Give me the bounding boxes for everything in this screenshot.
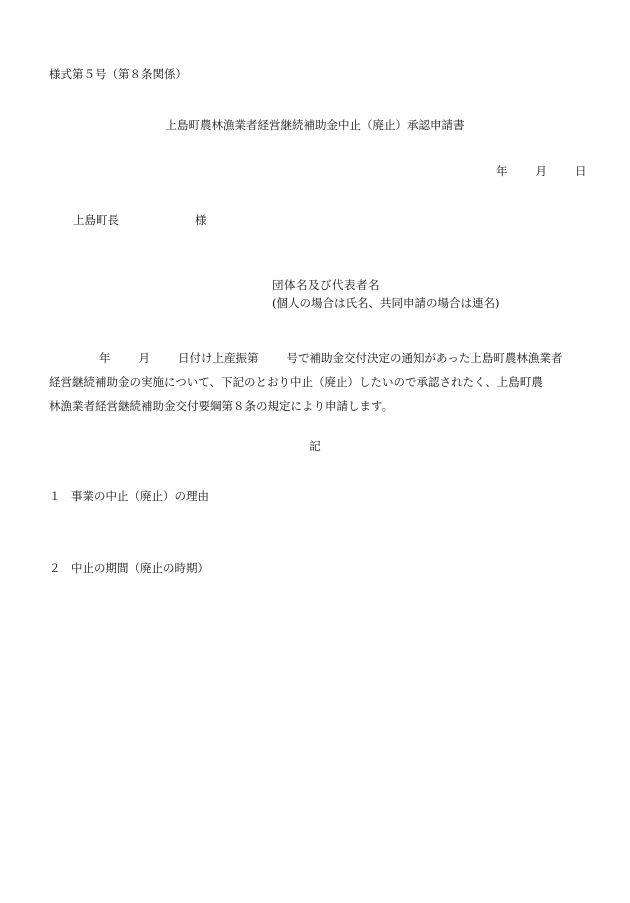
body-line-1: [49, 346, 589, 370]
item-number: １: [49, 489, 61, 503]
body-paragraph: [49, 346, 589, 418]
applicant-note: (個人の場合は氏名、共同申請の場合は連名): [272, 296, 500, 310]
list-item: [49, 491, 209, 503]
document-title: 上島町農林漁業者経営継続補助金中止（廃止）承認申請書: [165, 118, 465, 132]
item-label: 中止の期間（廃止の時期）: [71, 561, 209, 575]
item-label: 事業の中止（廃止）の理由: [71, 489, 209, 503]
list-item: [49, 563, 209, 575]
applicant-label: 団体名及び代表者名: [272, 278, 380, 292]
item-number: ２: [49, 561, 61, 575]
body-line-2: 経営継続補助金の実施について、下記のとおり中止（廃止）したいので承認されたく、上島町農: [49, 375, 543, 389]
body-month-label: 月: [138, 351, 150, 365]
addressee: [73, 215, 207, 227]
ki-heading: 記: [309, 439, 321, 453]
addressee-name: 上島町長: [73, 213, 119, 227]
body-line-3: 林漁業者経営継続補助金交付要綱第８条の規定により申請します。: [49, 399, 394, 413]
date-month-label: 月: [535, 164, 547, 178]
form-number: 様式第５号（第８条関係）: [49, 67, 187, 81]
addressee-honorific: 様: [195, 213, 207, 227]
body-year-label: 年: [99, 351, 111, 365]
date-year-label: 年: [496, 164, 508, 178]
body-segment-1: 日付け上産振第: [178, 351, 259, 365]
body-segment-2: 号で補助金交付決定の通知があった上島町農林漁業者: [286, 351, 563, 365]
date-line: [496, 166, 587, 178]
date-day-label: 日: [575, 164, 587, 178]
